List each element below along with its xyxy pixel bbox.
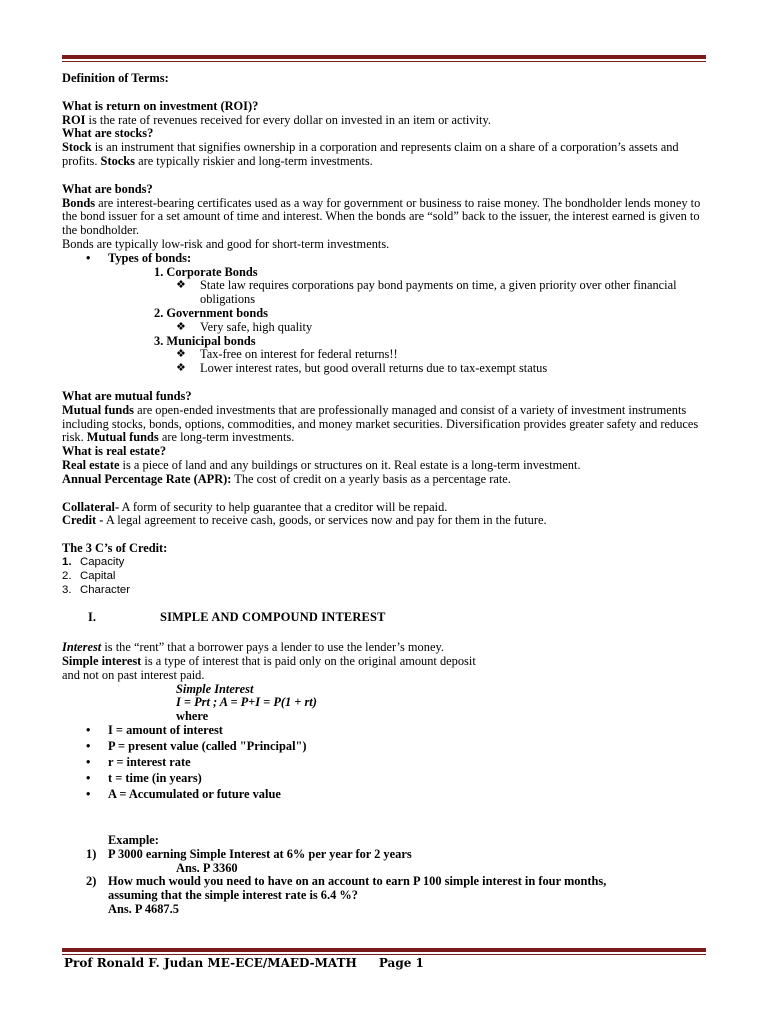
apr-definition: Annual Percentage Rate (APR): The cost of credit on a yearly basis as a percentage rate. [62, 471, 511, 486]
list-item: • P = present value (called "Principal") [86, 739, 307, 754]
example-label: Example: [108, 833, 159, 848]
three-cs-list [62, 556, 706, 597]
formula-where: where [176, 709, 209, 724]
bond-type-1: 1. Corporate Bonds [154, 264, 258, 279]
diamond-bullet-icon: ❖ [176, 348, 186, 361]
formula-equation: I = Prt ; A = P+I = P(1 + rt) [176, 695, 317, 710]
bond-type-2: 2. Government bonds [154, 305, 268, 320]
realestate-question: What is real estate? [62, 444, 167, 459]
bond-note: ❖ Lower interest rates, but good overall returns due to tax-exempt status [176, 361, 548, 376]
document-body [62, 72, 706, 917]
roi-definition: ROI is the rate of revenues received for every dollar on invested in an item or activity. [62, 112, 491, 127]
collateral-definition: Collateral- A form of security to help guarantee that a creditor will be repaid. [62, 499, 448, 514]
credit-definition: Credit - A legal agreement to receive cash, goods, or services now and pay for them in the future. [62, 513, 547, 528]
bonds-definition: Bonds are interest-bearing certificates used as a way for government or business to raise money. The bondholder lends money to the bond issuer for a set amount of time and interest. When the bonds are “sold” back to the issuer, the interest earned is given to the bondholder. [62, 195, 701, 238]
list-item: 3. Character [62, 583, 131, 596]
variable-list [62, 724, 706, 804]
types-of-bonds: • Types of bonds: [86, 250, 192, 265]
interest-definition: Interest is the “rent” that a borrower pays a lender to use the lender’s money. [62, 640, 444, 655]
list-item: 2. Capital [62, 569, 116, 582]
bond-note: ❖ Very safe, high quality [176, 319, 313, 334]
heading: Definition of Terms: [62, 71, 169, 85]
roi-question: What is return on investment (ROI)? [62, 98, 259, 113]
page-footer [64, 957, 446, 971]
realestate-definition: Real estate is a piece of land and any buildings or structures on it. Real estate is a long-term investment. [62, 457, 581, 472]
list-item: 1. Capacity [62, 555, 125, 568]
formula-title: Simple Interest [176, 681, 254, 696]
list-item: • A = Accumulated or future value [86, 787, 281, 802]
bond-note: ❖ State law requires corporations pay bond payments on time, a given priority over other financial obligations [176, 278, 677, 307]
footer-author: Prof Ronald F. Judan ME-ECE/MAED-MATH [64, 956, 357, 970]
bonds-question: What are bonds? [62, 181, 153, 196]
example-item: 1) P 3000 earning Simple Interest at 6% per year for 2 years Ans. P 3360 [86, 846, 412, 875]
example-item: 2) How much would you need to have on an account to earn P 100 simple interest in four months, assuming that the simple interest rate is 6.4 %? Ans. P 4687.5 [86, 874, 607, 917]
simple-interest-definition: Simple interest is a type of interest that is paid only on the original amount deposit [62, 654, 476, 669]
footer-rule [62, 948, 706, 955]
list-item: • r = interest rate [86, 755, 191, 770]
header-rule [62, 55, 706, 62]
stocks-question: What are stocks? [62, 126, 154, 141]
simple-interest-definition-cont: and not on past interest paid. [62, 667, 205, 682]
three-cs-title: The 3 C’s of Credit: [62, 541, 168, 556]
footer-page-number: Page 1 [378, 956, 424, 970]
section-heading: I. SIMPLE AND COMPOUND INTEREST [88, 610, 386, 625]
bond-type-3: 3. Municipal bonds [154, 333, 256, 348]
mutual-question: What are mutual funds? [62, 388, 192, 403]
list-item: • I = amount of interest [86, 723, 223, 738]
bonds-note: Bonds are typically low-risk and good for short-term investments. [62, 236, 390, 251]
diamond-bullet-icon: ❖ [176, 362, 186, 375]
stocks-definition: Stock is an instrument that signifies ownership in a corporation and represents claim on a share of a corporation’s assets and profits. Stocks are typically riskier and long-term investments. [62, 140, 679, 168]
mutual-definition: Mutual funds are open-ended investments that are professionally managed and consist of a variety of investment instruments including stocks, bonds, options, commodities, and money market securities. Diversification provides greater safety and reduces risk. Mutual funds are long-term investments. [62, 402, 699, 445]
examples [62, 834, 706, 917]
list-item: • t = time (in years) [86, 771, 202, 786]
bond-note: ❖ Tax-free on interest for federal returns!! [176, 347, 398, 362]
diamond-bullet-icon: ❖ [176, 320, 186, 333]
diamond-bullet-icon: ❖ [176, 279, 186, 292]
